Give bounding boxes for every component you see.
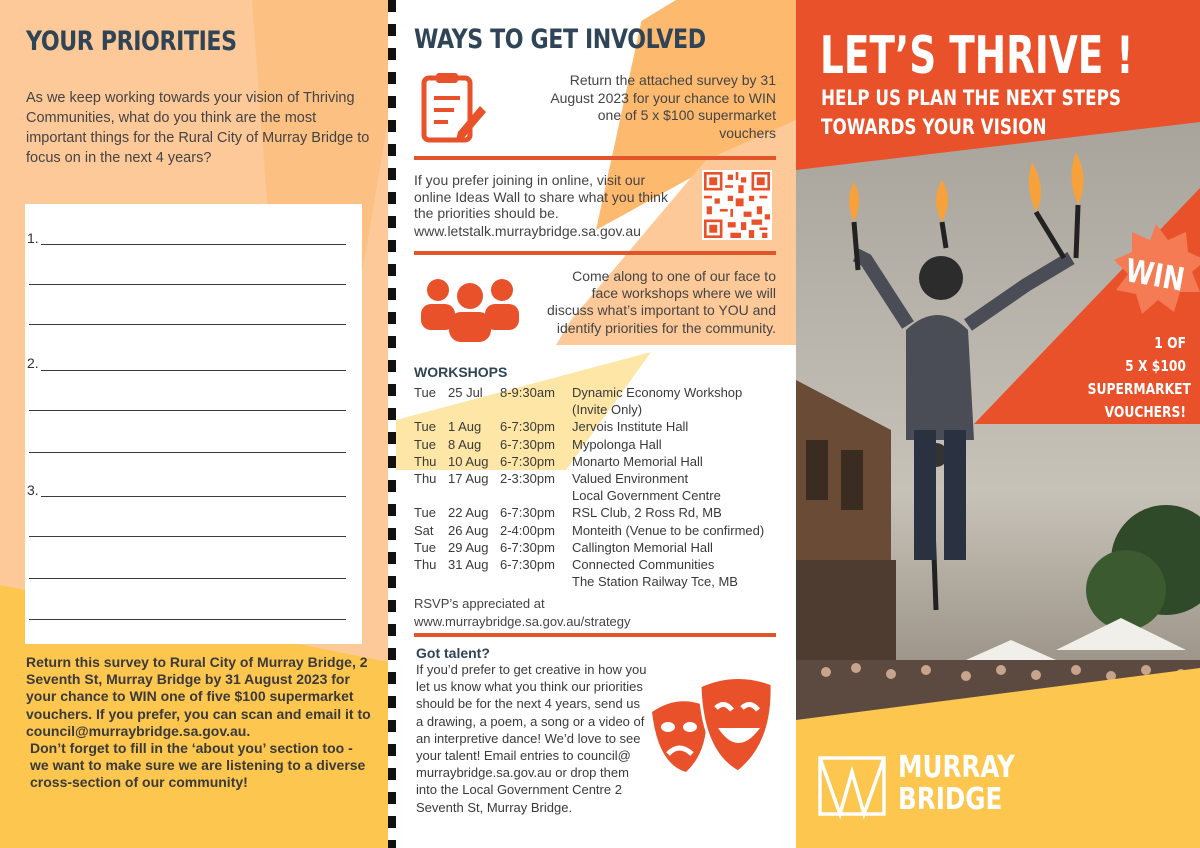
workshop-event: Local Government Centre [572,488,721,504]
workshop-date: 22 Aug [448,505,489,521]
workshop-row [414,470,784,487]
people-group-icon [418,276,522,342]
workshop-row [414,556,784,573]
workshop-time: 6-7:30pm [500,539,555,555]
workshop-event: RSL Club, 2 Ross Rd, MB [572,505,722,521]
cover-subtitle [821,84,1121,142]
workshop-date: 26 Aug [448,522,489,538]
workshop-time: 2-3:30pm [500,471,555,487]
workshop-time: 6-7:30pm [500,557,555,573]
workshop-date: 8 Aug [448,436,482,452]
workshop-day: Thu [414,453,437,469]
cover-subtitle-line-1: HELP US PLAN THE NEXT STEPS [821,86,1122,110]
workshop-time: 2-4:00pm [500,522,555,538]
workshop-row [414,436,784,453]
workshop-row [414,487,784,504]
workshop-event: Dynamic Economy Workshop [572,385,743,400]
priorities-panel [0,0,388,848]
answer-line[interactable] [41,370,346,371]
rsvp-label: RSVP’s appreciated at [414,596,545,611]
return-instructions [26,654,371,792]
theatre-masks-icon [648,672,778,790]
workshop-schedule [414,384,784,590]
answer-line[interactable] [41,244,346,245]
prize-line-1: 1 OF [1154,334,1186,352]
answer-line[interactable] [29,452,346,453]
win-badge: WIN [1122,251,1188,299]
workshop-time [500,573,572,590]
workshop-row [414,539,784,556]
workshop-day: Tue [414,419,436,435]
rsvp-url-link[interactable]: www.murraybridge.sa.gov.au/strategy [414,614,631,629]
answer-line[interactable] [29,324,346,325]
workshop-day [414,401,448,418]
workshop-time: 6-7:30pm [500,436,555,452]
workshop-time [500,401,572,418]
answer-line[interactable] [41,496,346,497]
workshops-title: WORKSHOPS [414,364,508,380]
workshop-date: 10 Aug [448,453,489,469]
workshop-time: 6-7:30pm [500,453,555,469]
workshop-row [414,504,784,521]
perforation-line [388,0,396,848]
workshop-day: Tue [414,505,436,521]
priority-number-2: 2. [27,355,39,371]
workshop-row [414,522,784,539]
workshop-event: Jervois Institute Hall [572,419,689,435]
workshop-row [414,401,784,418]
workshop-date [448,401,500,418]
workshop-date: 31 Aug [448,557,489,573]
answer-line[interactable] [29,578,346,579]
cover-subtitle-line-2: TOWARDS YOUR VISION [821,115,1047,139]
workshop-day: Thu [414,557,437,573]
survey-text: Return the attached survey by 31 August 2023 for your chance to WIN one of 5 x $100 supermarket vouchers [550,72,776,141]
workshop-day: Tue [414,385,436,400]
workshop-time: 8-9:30am [500,385,555,400]
workshop-time: 6-7:30pm [500,419,555,435]
workshop-date: 1 Aug [448,419,482,435]
workshop-row [414,418,784,435]
workshop-event: Monteith (Venue to be confirmed) [572,522,765,538]
section-divider [414,251,776,255]
get-involved-panel [396,0,796,848]
workshop-day [414,573,448,590]
cover-title: LET’S THRIVE ! [820,26,1134,86]
talent-heading: Got talent? [416,645,490,661]
workshop-day [414,487,448,504]
prize-line-2: 5 X $100 [1125,357,1186,375]
workshop-date [448,573,500,590]
answer-line[interactable] [29,619,346,620]
answer-line[interactable] [29,284,346,285]
priority-number-1: 1. [27,230,39,246]
workshop-event: (Invite Only) [572,402,643,418]
workshop-time: 6-7:30pm [500,505,555,521]
talent-text: If you’d prefer to get creative in how you let us know what you think our priorities should be for the next 4 years, send us a drawing, a poem, a song or a video of an interpretive dance! We’d love to see your talent! Email entries to council@ murraybridge.sa.gov.au or drop them into the Local Government Centre 2 Seventh St, Murray Bridge. [416,662,647,815]
workshop-day: Sat [414,522,434,538]
workshop-date: 25 Jul [448,385,483,400]
workshop-date: 17 Aug [448,471,489,487]
logo-line-2: BRIDGE [898,782,1003,817]
priorities-heading: YOUR PRIORITIES [26,26,237,57]
murray-bridge-logo [898,752,1015,816]
clipboard-icon [418,70,490,146]
workshop-event: Connected Communities [572,557,715,573]
workshop-day: Thu [414,471,437,487]
workshop-event: Valued Environment [572,471,689,487]
workshop-event: The Station Railway Tce, MB [572,574,738,590]
workshop-day: Tue [414,539,436,555]
workshop-day: Tue [414,436,436,452]
section-divider [414,633,776,637]
logo-line-1: MURRAY [898,750,1015,785]
workshop-event: Callington Memorial Hall [572,539,713,555]
workshop-event: Monarto Memorial Hall [572,453,703,469]
priority-number-3: 3. [27,482,39,498]
workshop-intro: Come along to one of our face to face workshops where we will discuss what’s important to YOU and identify priorities for the community. [546,268,776,336]
workshop-row [414,453,784,470]
cover-panel [796,0,1200,848]
section-divider [414,156,776,160]
qr-code[interactable] [702,170,772,240]
workshop-row [414,573,784,590]
online-url-link[interactable]: www.letstalk.murraybridge.sa.gov.au [414,223,641,239]
online-text: If you prefer joining in online, visit our online Ideas Wall to share what you think the priorities should be. [414,172,668,221]
return-text: Return this survey to Rural City of Murray Bridge, 2 Seventh St, Murray Bridge by 31 August 2023 for your chance to WIN one of five $100 supermarket vouchers. If you prefer, you can scan and email it to council@murraybridge.sa.gov.au. [26,654,371,739]
workshop-date [448,487,500,504]
prize-details [1087,332,1191,424]
workshop-event: Mypolonga Hall [572,436,662,452]
about-you-reminder: Don’t forget to fill in the ‘about you’ section too - we want to make sure we are listening to a diverse cross-section of our community! [30,740,366,791]
prize-line-3: SUPERMARKET [1087,380,1191,398]
workshop-date: 29 Aug [448,539,489,555]
prize-line-4: VOUCHERS! [1104,403,1186,421]
answer-line[interactable] [29,536,346,537]
involved-heading: WAYS TO GET INVOLVED [414,24,706,55]
priorities-intro: As we keep working towards your vision of Thriving Communities, what do you think are the most important things for the Rural City of Murray Bridge to focus on in the next 4 years? [26,90,370,166]
priorities-answer-box[interactable] [25,204,362,644]
answer-line[interactable] [29,410,346,411]
workshop-row [414,384,784,401]
workshop-time [500,487,572,504]
